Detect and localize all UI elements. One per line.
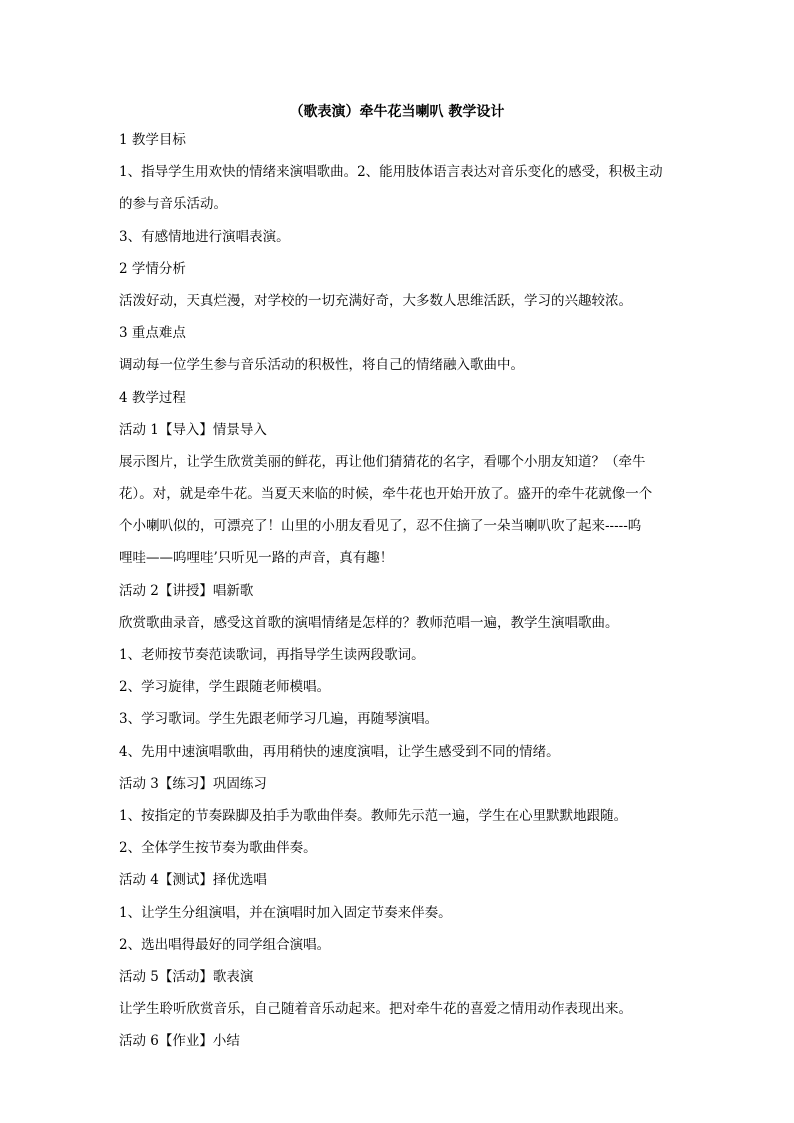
paragraph-line: 欣赏歌曲录音，感受这首歌的演唱情绪是怎样的？教师范唱一遍，教学生演唱歌曲。 [119, 614, 619, 631]
section-heading-key-points: 3 重点难点 [119, 325, 186, 342]
paragraph-line: 哩哇——呜哩哇’只听见一路的声音，真有趣！ [119, 550, 394, 567]
section-heading-objectives: 1 教学目标 [119, 132, 186, 148]
paragraph-line: 3、学习歌词。学生先跟老师学习几遍，再随琴演唱。 [119, 711, 439, 728]
activity-heading: 活动 2【讲授】唱新歌 [119, 582, 254, 599]
paragraph-line: 4、先用中速演唱歌曲，再用稍快的速度演唱，让学生感受到不同的情绪。 [119, 743, 560, 760]
section-heading-analysis: 2 学情分析 [119, 260, 186, 277]
paragraph-line: 3、有感情地进行演唱表演。 [119, 228, 290, 245]
paragraph-line: 展示图片，让学生欣赏美丽的鲜花，再让他们猜猜花的名字，看哪个小朋友知道？（牵牛 [119, 453, 646, 470]
section-heading-process: 4 教学过程 [119, 389, 186, 406]
paragraph-line: 调动每一位学生参与音乐活动的积极性，将自己的情绪融入歌曲中。 [119, 357, 524, 374]
paragraph-line: 2、学习旋律，学生跟随老师模唱。 [119, 679, 331, 696]
paragraph-line: 花）。对，就是牵牛花。当夏天来临的时候，牵牛花也开始开放了。盛开的牵牛花就像一个 [119, 486, 653, 503]
paragraph-line: 活泼好动，天真烂漫，对学校的一切充满好奇，大多数人思维活跃，学习的兴趣较浓。 [119, 292, 632, 309]
paragraph-line: 2、全体学生按节奏为歌曲伴奏。 [119, 840, 317, 857]
paragraph-line: 2、选出唱得最好的同学组合演唱。 [119, 936, 331, 953]
paragraph-line: 让学生聆听欣赏音乐，自己随着音乐动起来。把对牵牛花的喜爱之情用动作表现出来。 [119, 1001, 632, 1018]
activity-heading: 活动 1【导入】情景导入 [119, 421, 267, 438]
activity-heading: 活动 6【作业】小结 [119, 1033, 240, 1050]
activity-heading: 活动 5【活动】歌表演 [119, 968, 254, 985]
paragraph-line: 1、老师按节奏范读歌词，再指导学生读两段歌词。 [119, 647, 425, 664]
activity-heading: 活动 4【测试】择优选唱 [119, 872, 267, 889]
document-body [119, 130, 684, 1064]
activity-heading: 活动 3【练习】巩固练习 [119, 775, 267, 792]
activity-1-paragraph [119, 446, 684, 575]
paragraph-line: 1、让学生分组演唱，并在演唱时加入固定节奏来伴奏。 [119, 904, 452, 921]
paragraph-line: 的参与音乐活动。 [119, 196, 227, 213]
paragraph-line: 1、指导学生用欢快的情绪来演唱歌曲。2、能用肢体语言表达对音乐变化的感受，积极主动 [119, 164, 663, 181]
document-title: （歌表演）牵牛花当喇叭 教学设计 [289, 104, 505, 120]
paragraph-line: 个小喇叭似的，可漂亮了！山里的小朋友看见了，忍不住摘了一朵当喇叭吹了起来-----呜 [119, 518, 642, 535]
paragraph-line: 1、按指定的节奏跺脚及拍手为歌曲伴奏。教师先示范一遍，学生在心里默默地跟随。 [119, 808, 628, 824]
